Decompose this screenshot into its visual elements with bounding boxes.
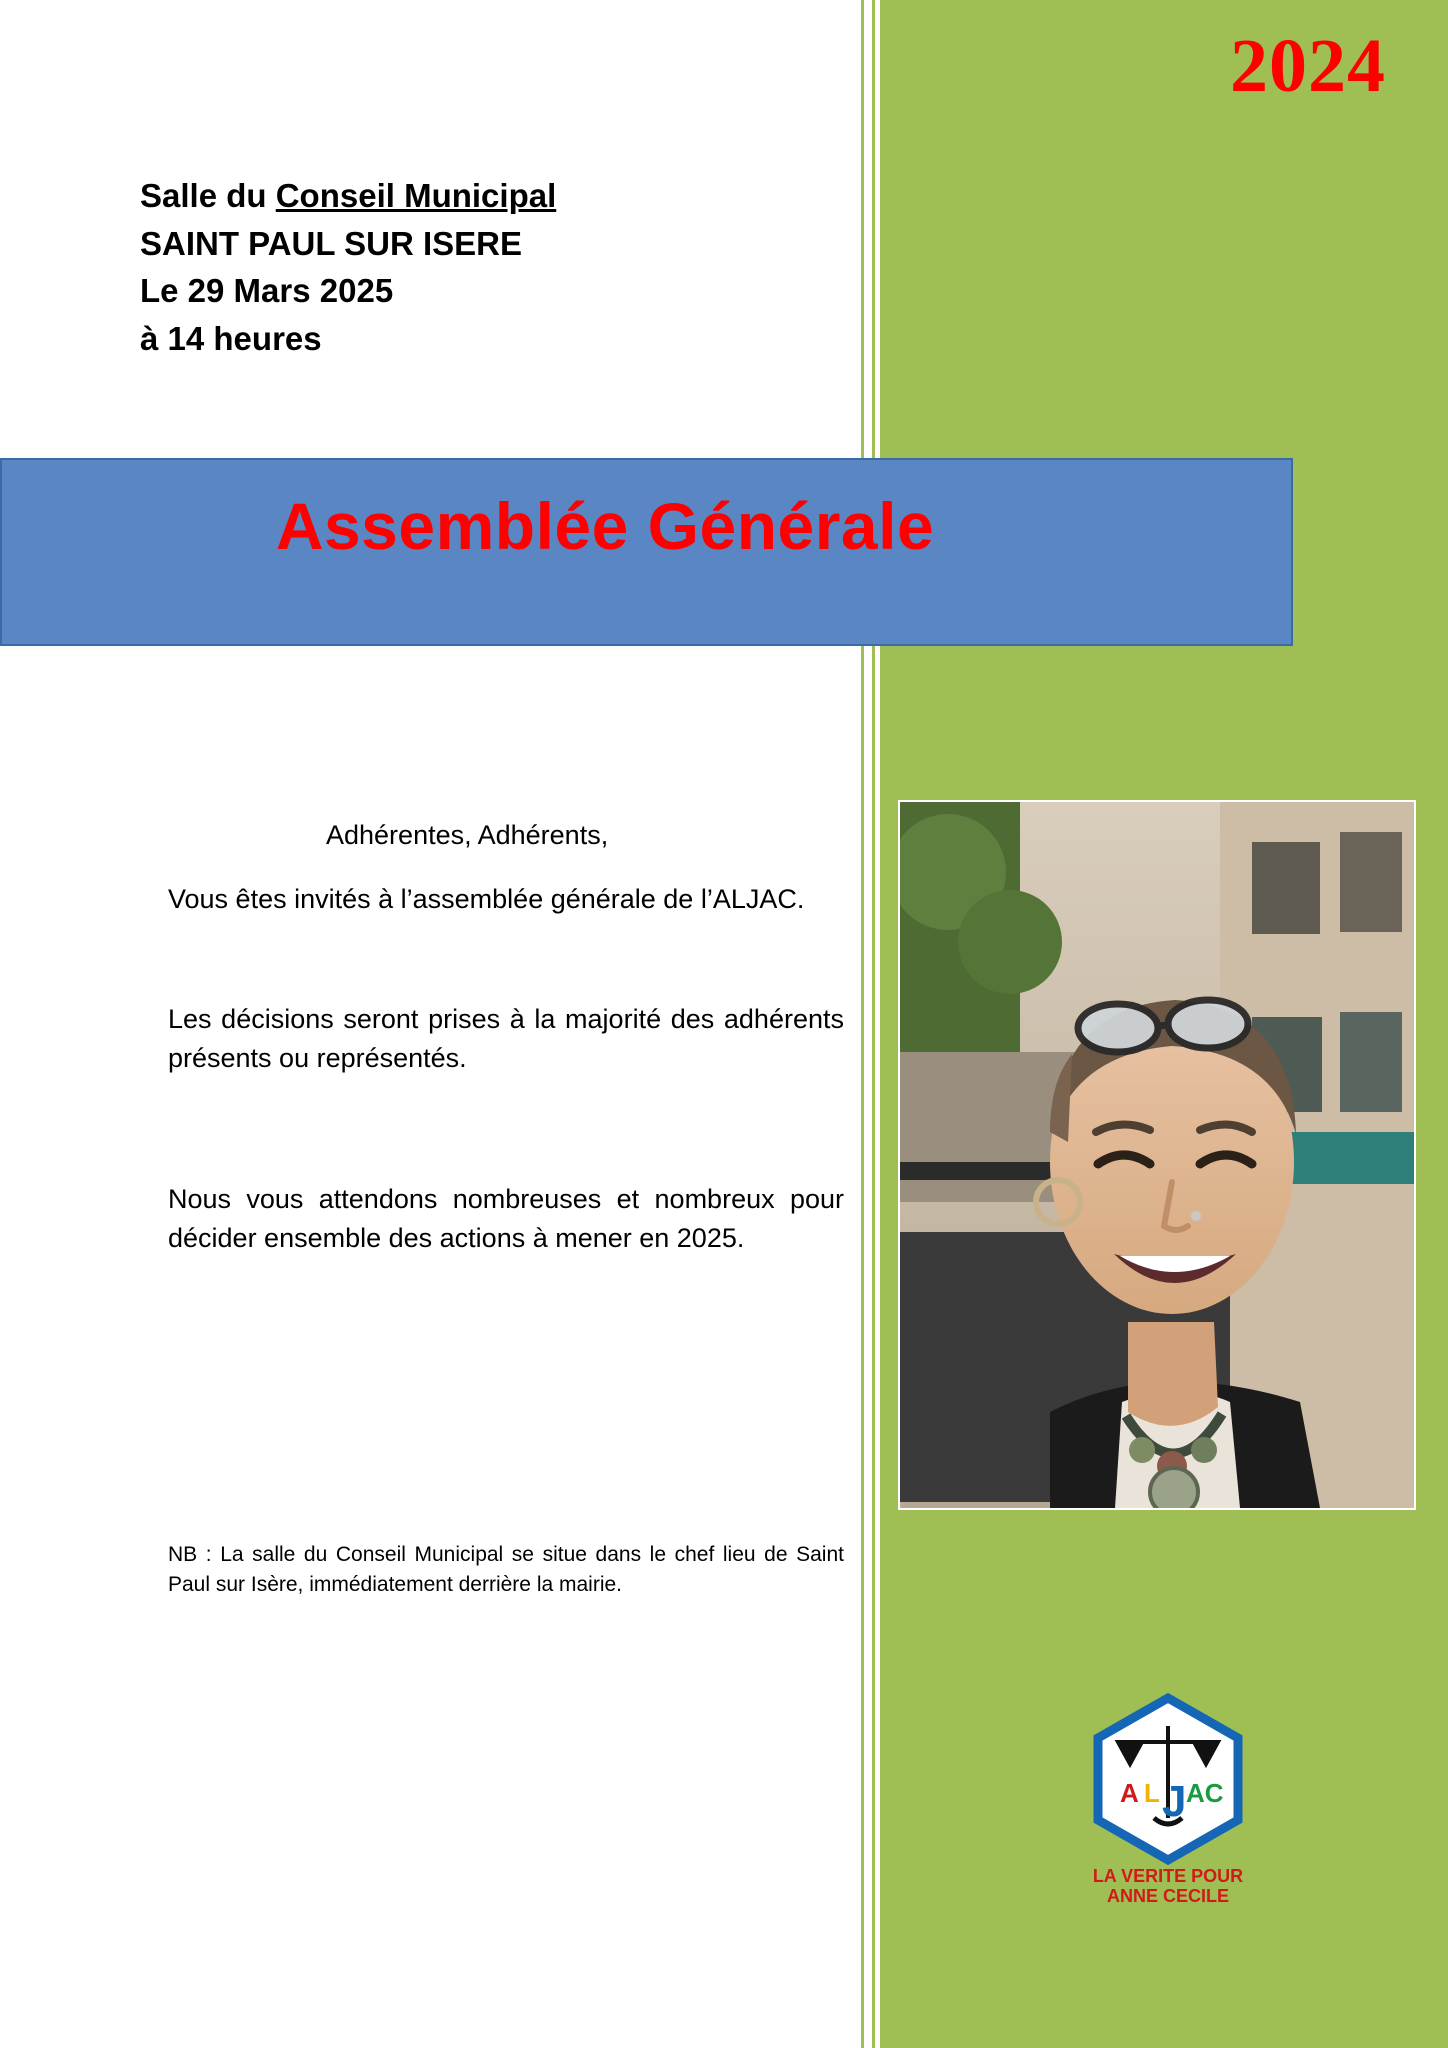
event-header (140, 172, 840, 362)
logo-tagline-line2: ANNE CECILE (1106, 1886, 1230, 1906)
note-text: NB : La salle du Conseil Municipal se situe dans le chef lieu de Saint Paul sur Isère, immédiatement derrière la mairie. (168, 1543, 844, 1596)
header-line-venue (140, 172, 840, 220)
vertical-rule-right (872, 0, 875, 2048)
logo-tagline-line1: LA VERITE POUR (1092, 1866, 1244, 1886)
salutation-text: Adhérentes, Adhérents, (326, 820, 609, 850)
logo-letter-a: A (1120, 1778, 1139, 1808)
logo-letter-j: J (1162, 1777, 1187, 1826)
header-line-time: à 14 heures (140, 319, 322, 357)
header-venue-prefix: Salle du (140, 177, 276, 214)
header-line-date: Le 29 Mars 2025 (140, 272, 394, 310)
logo-letter-l: L (1144, 1778, 1160, 1808)
header-line-city: SAINT PAUL SUR ISERE (140, 224, 522, 262)
vertical-rule-left (861, 0, 864, 2048)
aljac-logo (1068, 1690, 1268, 1920)
year-label: 2024 (1230, 24, 1386, 108)
body-paragraph-3: Nous vous attendons nombreuses et nombreux pour décider ensemble des actions à mener en 2025. (168, 1184, 844, 1254)
body-paragraph-2: Les décisions seront prises à la majorité des adhérents présents ou représentés. (168, 1004, 844, 1074)
header-venue-emphasis: Conseil Municipal (275, 177, 557, 214)
banner-title: Assemblée Générale (275, 489, 935, 563)
portrait-photo (898, 800, 1416, 1510)
body-paragraph-1: Vous êtes invités à l’assemblée générale de l’ALJAC. (168, 884, 805, 914)
logo-letter-ac: AC (1186, 1778, 1224, 1808)
